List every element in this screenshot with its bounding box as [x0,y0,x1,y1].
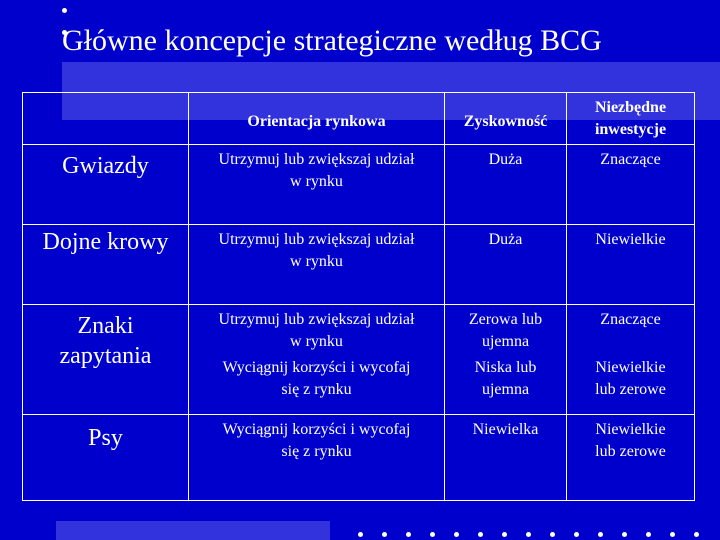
row-name: Dojne krowy [42,229,169,255]
row-name-cell [23,225,189,305]
decorative-dot [574,532,579,537]
decorative-dot [430,532,435,537]
investment-text: Niewielkie [595,421,666,438]
investment-text: Znaczące [600,311,661,328]
market-cell [189,225,445,305]
row-name-cell [23,305,189,415]
profit-text: Zerowa lub [468,311,543,328]
market-text: w rynku [290,173,343,190]
profit-text: Duża [488,231,523,248]
profit-cell [445,305,567,415]
decorative-dot [62,8,67,13]
profit-text: ujemna [481,381,530,398]
row-name-cell [23,415,189,501]
decorative-dot [622,532,627,537]
row-name-cell [23,145,189,225]
row-name: Znaki [77,313,134,339]
table-row [23,305,695,415]
investment-text: Niewielkie [595,231,666,248]
header-empty-cell [23,93,189,145]
profit-cell [445,225,567,305]
investment-cell [567,305,695,415]
profit-text: Duża [488,151,523,168]
decorative-dot [406,532,411,537]
decorative-dot [454,532,459,537]
decorative-dot [502,532,507,537]
investment-cell [567,415,695,501]
header-investment-line: inwestycje [594,120,667,138]
market-text: się z rynku [281,443,352,460]
footer-accent-bar [56,521,330,540]
market-cell [189,305,445,415]
market-text: Utrzymuj lub zwiększaj udział [218,231,415,248]
market-text: w rynku [290,333,343,350]
investment-text: lub zerowe [595,381,666,398]
header-investment-cell [567,93,695,145]
header-market: Orientacja rynkowa [247,112,386,130]
investment-text: Niewielkie [595,359,666,376]
header-profit-cell [445,93,567,145]
market-text: Utrzymuj lub zwiększaj udział [218,311,415,328]
profit-text: ujemna [481,333,530,350]
header-market-cell [189,93,445,145]
investment-cell [567,225,695,305]
market-text: się z rynku [281,381,352,398]
table-row [23,145,695,225]
profit-cell [445,415,567,501]
table-row [23,415,695,501]
investment-text: Znaczące [600,151,661,168]
table-row [23,225,695,305]
market-text: Utrzymuj lub zwiększaj udział [218,151,415,168]
profit-cell [445,145,567,225]
market-text: Wyciągnij korzyści i wycofaj [222,359,411,376]
profit-text: Niska lub [474,359,537,376]
decorative-dot [478,532,483,537]
slide-title: Główne koncepcje strategiczne według BCG [62,24,602,57]
header-profit: Zyskowność [463,112,548,130]
decorative-dot [694,532,699,537]
market-cell [189,415,445,501]
row-name: Gwiazdy [62,153,149,179]
bcg-strategy-table [22,92,695,501]
table-header-row [23,93,695,145]
market-text: w rynku [290,253,343,270]
decorative-dot [550,532,555,537]
market-text: Wyciągnij korzyści i wycofaj [222,421,411,438]
investment-cell [567,145,695,225]
decorative-dot [382,532,387,537]
market-cell [189,145,445,225]
row-name: zapytania [59,343,152,369]
investment-text: lub zerowe [595,443,666,460]
profit-text: Niewielka [472,421,539,438]
decorative-dot [526,532,531,537]
decorative-dot [358,532,363,537]
row-name: Psy [88,425,123,451]
decorative-dot [670,532,675,537]
decorative-dot [646,532,651,537]
header-investment-line: Niezbędne [594,98,667,116]
decorative-dot [598,532,603,537]
